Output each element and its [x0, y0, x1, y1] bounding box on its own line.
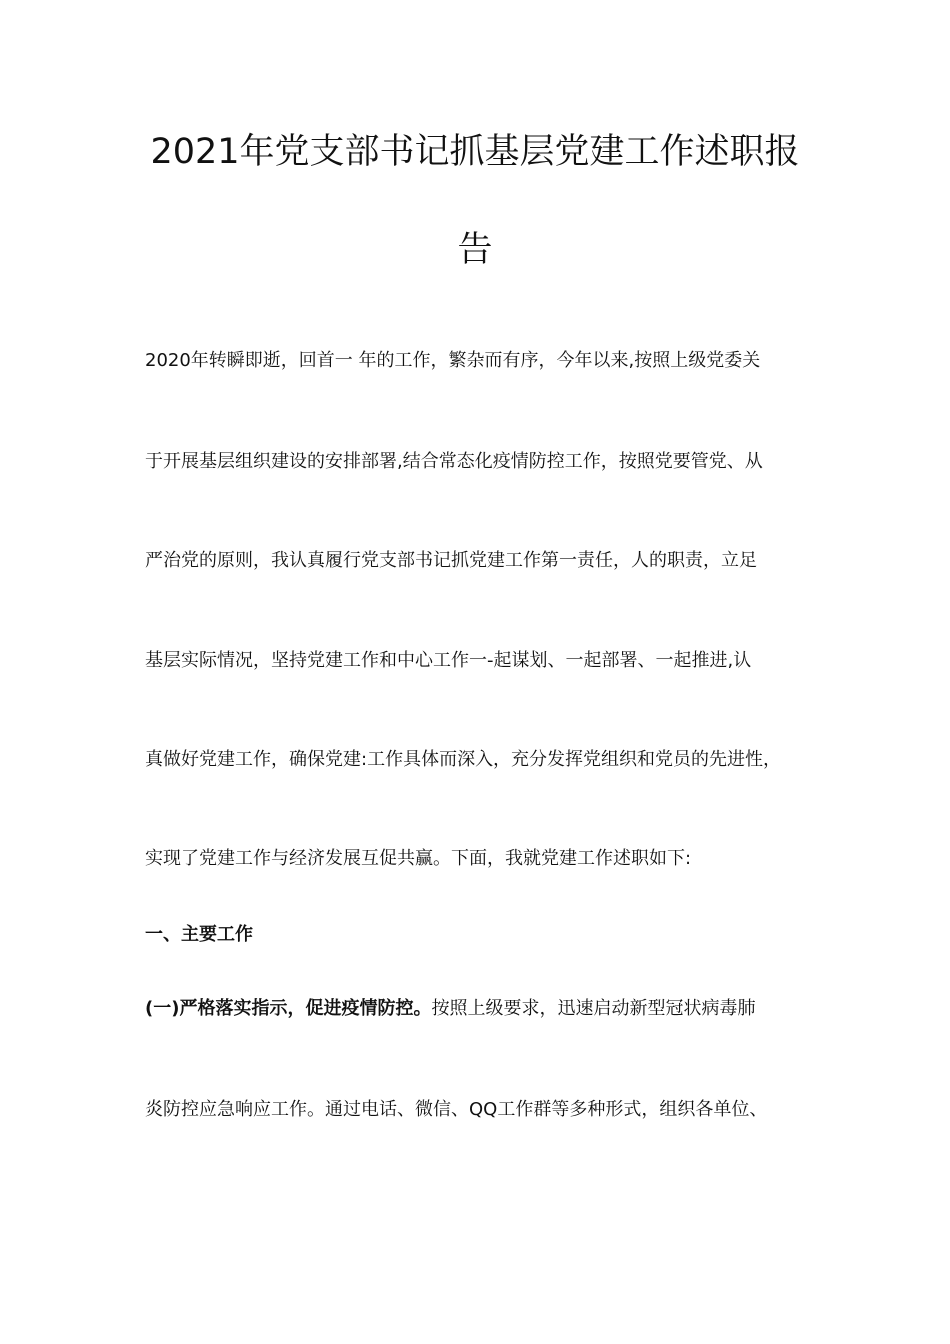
intro-line-4: 基层实际情况，坚持党建工作和中心工作一-起谋划、一起部署、一起推进,认: [145, 650, 752, 671]
subsection-1-heading: (一)严格落实指示，促进疫情防控。: [145, 998, 432, 1019]
document-title-line-2: 告: [457, 230, 493, 270]
subsection-1-text-start: 按照上级要求，迅速启动新型冠状病毒肺: [431, 998, 756, 1019]
intro-line-2: 于开展基层组织建设的安排部署,结合常态化疫情防控工作，按照党要管党、从: [145, 451, 763, 472]
intro-line-6: 实现了党建工作与经济发展互促共赢。下面，我就党建工作述职如下:: [145, 848, 692, 869]
intro-line-5: 真做好党建工作，确保党建:工作具体而深入，充分发挥党组织和党员的先进性，: [145, 749, 782, 770]
document-title-line-1: 2021年党支部书记抓基层党建工作述职报: [150, 132, 800, 172]
subsection-1-line-2: 炎防控应急响应工作。通过电话、微信、QQ工作群等多种形式，组织各单位、: [145, 1099, 768, 1120]
intro-line-3: 严治党的原则，我认真履行党支部书记抓党建工作第一责任，人的职责，立足: [145, 550, 757, 571]
section-heading-main-work: 一、主要工作: [145, 924, 253, 945]
subsection-1-paragraph: [145, 996, 815, 1022]
intro-line-1: 2020年转瞬即逝，回首一 年的工作，繁杂而有序，今年以来,按照上级党委关: [145, 350, 761, 371]
